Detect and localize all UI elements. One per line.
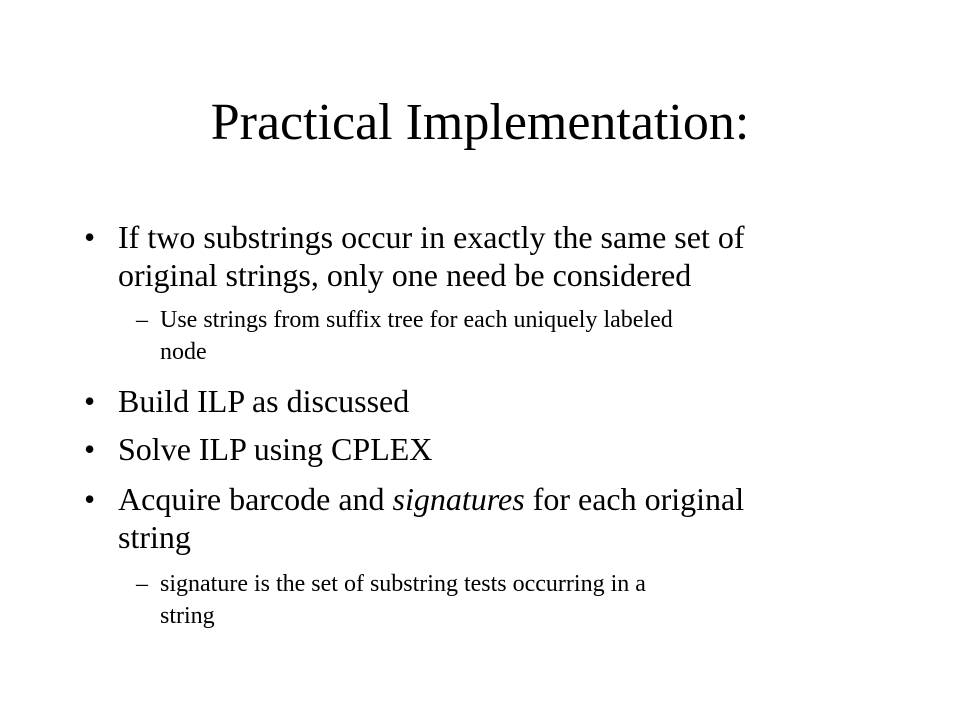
- sub-bullet-1-line-2: node: [160, 339, 207, 365]
- bullet-dot-icon: •: [84, 481, 96, 517]
- bullet-3-line-1: Solve ILP using CPLEX: [118, 431, 433, 467]
- bullet-4-line-2: string: [118, 519, 191, 555]
- bullet-4-text-after: for each original: [524, 481, 745, 517]
- dash-icon: –: [136, 307, 148, 333]
- dash-icon: –: [136, 571, 148, 597]
- bullet-2-line-1: Build ILP as discussed: [118, 383, 410, 419]
- bullet-1-line-2: original strings, only one need be considered: [118, 257, 692, 293]
- sub-bullet-1-line-1: Use strings from suffix tree for each uniquely labeled: [160, 307, 673, 333]
- bullet-dot-icon: •: [84, 431, 96, 467]
- sub-bullet-2-line-1: signature is the set of substring tests occurring in a: [160, 571, 646, 597]
- bullet-1-line-1: If two substrings occur in exactly the same set of: [118, 219, 745, 255]
- bullet-4-text-before: Acquire barcode and: [118, 481, 393, 517]
- bullet-dot-icon: •: [84, 383, 96, 419]
- bullet-4-line-1: [118, 480, 744, 518]
- slide-title: Practical Implementation:: [210, 94, 750, 151]
- bullet-dot-icon: •: [84, 219, 96, 255]
- sub-bullet-2-line-2: string: [160, 603, 215, 629]
- bullet-4-emphasis: signatures: [392, 481, 525, 517]
